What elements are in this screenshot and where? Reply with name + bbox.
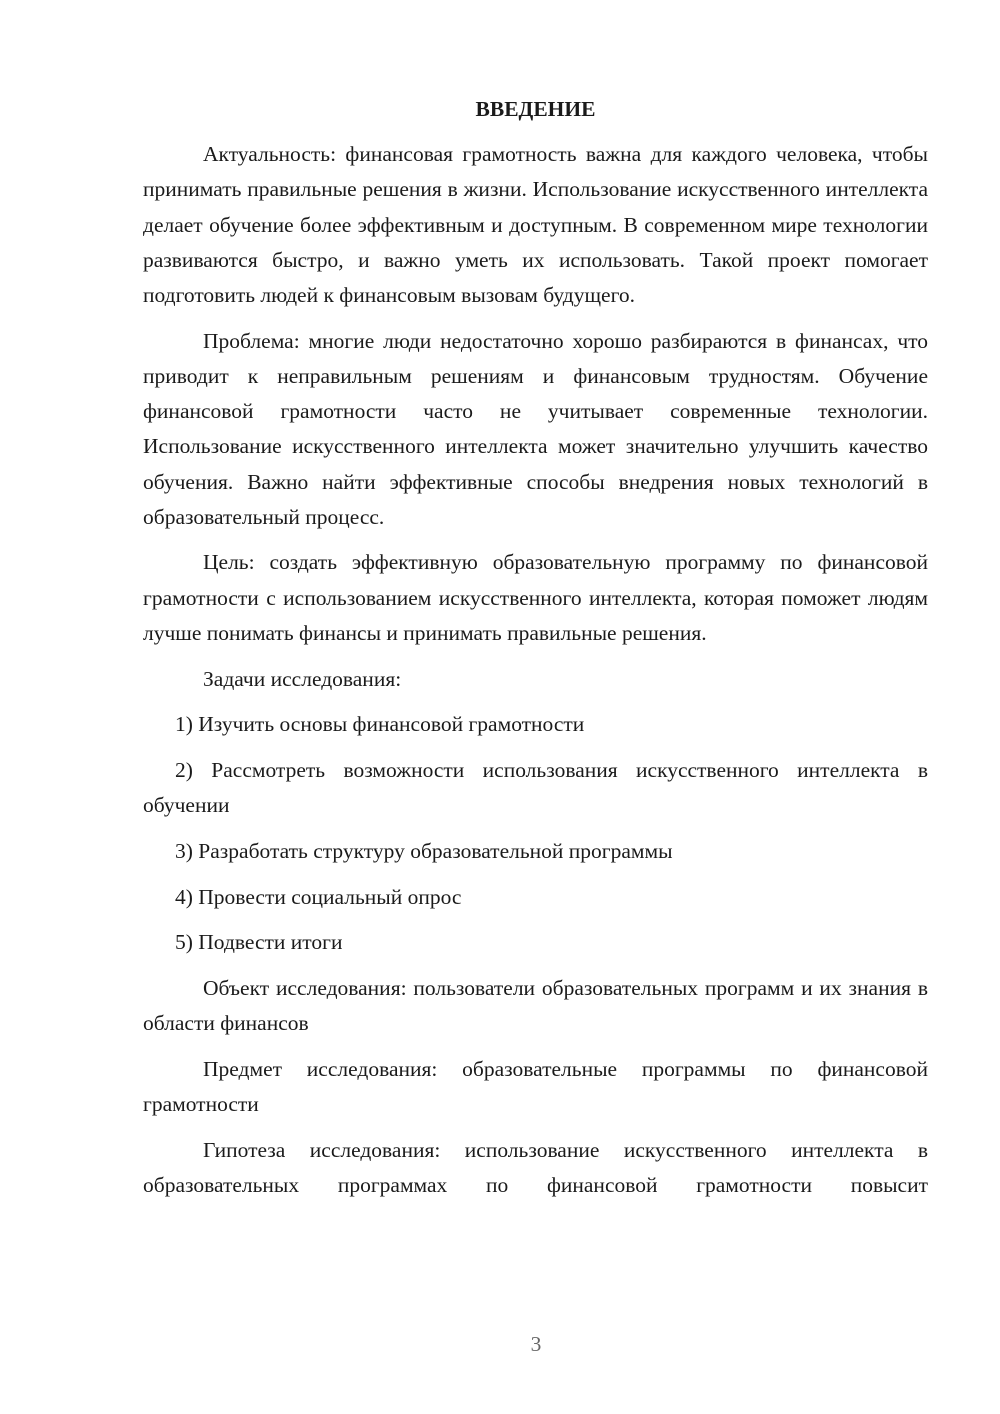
page-number: 3: [530, 1332, 542, 1356]
document-page: [143, 92, 928, 1203]
section-heading: ВВЕДЕНИЕ: [475, 97, 596, 121]
goal-paragraph: Цель: создать эффективную образовательную программу по финансовой грамотности с использованием искусственного интеллекта, которая поможет людям лучше понимать финансы и принимать правильные решения.: [143, 550, 928, 645]
problem-paragraph: Проблема: многие люди недостаточно хорошо разбираются в финансах, что приводит к неправильным решениям и финансовым трудностям. Обучение финансовой грамотности часто не учитывает современные технологии. Использование искусственного интеллекта может значительно улучшить качество обучения. Важно найти эффективные способы внедрения новых технологий в образовательный процесс.: [143, 328, 928, 529]
task-item: 5) Подвести итоги: [175, 930, 343, 955]
subject-paragraph: Предмет исследования: образовательные программы по финансовой грамотности: [143, 1056, 928, 1117]
task-item: 4) Провести социальный опрос: [175, 884, 462, 909]
relevance-paragraph: Актуальность: финансовая грамотность важна для каждого человека, чтобы принимать правильные решения в жизни. Использование искусственного интеллекта делает обучение более эффективным и доступным. В современном мире технологии развиваются быстро, и важно уметь их использовать. Такой проект помогает подготовить людей к финансовым вызовам будущего.: [143, 142, 928, 308]
hypothesis-paragraph: Гипотеза исследования: использование искусственного интеллекта в образовательных программах по финансовой грамотности повысит: [143, 1137, 928, 1197]
task-item: 3) Разработать структуру образовательной программы: [175, 838, 673, 863]
task-item: 2) Рассмотреть возможности использования искусственного интеллекта в обучении: [143, 757, 928, 818]
object-paragraph: Объект исследования: пользователи образовательных программ и их знания в области финансов: [143, 975, 928, 1036]
tasks-title: Задачи исследования:: [203, 666, 402, 691]
task-item: 1) Изучить основы финансовой грамотности: [175, 712, 585, 737]
